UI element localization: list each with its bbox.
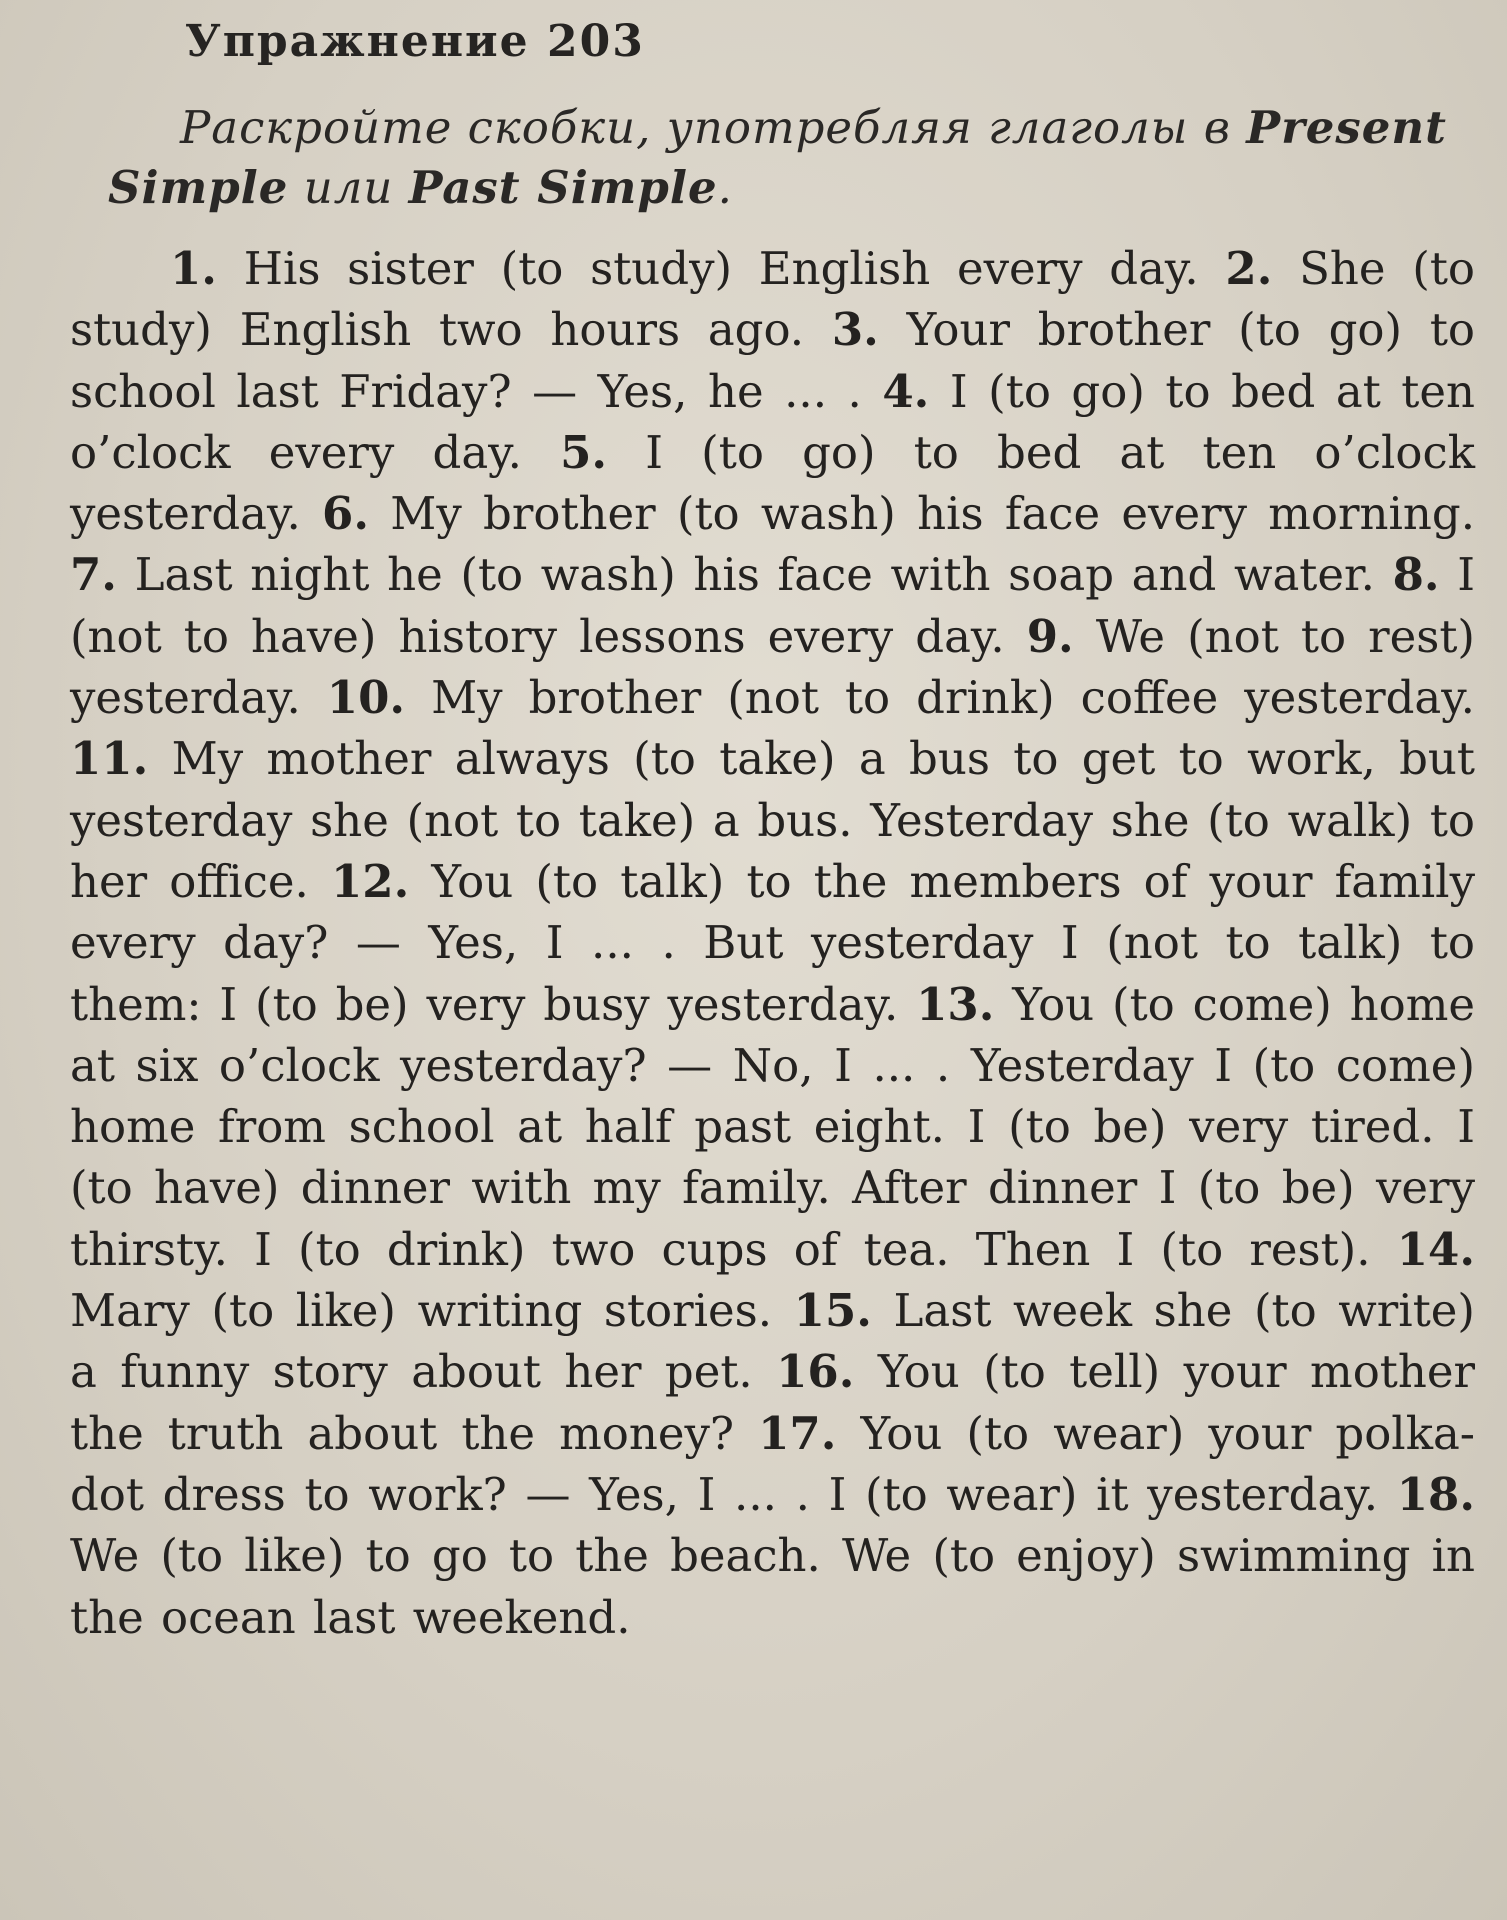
sentence-number: 13.	[916, 977, 995, 1031]
instruction-text: или	[288, 161, 409, 214]
sentence-number: 17.	[758, 1406, 837, 1460]
sentence-number: 1.	[170, 242, 217, 295]
sentence-text: You (to come) home at six o’clock yesterday? — No, I ... . Yesterday I (to come) home from school at half past eight. I (to be) very tired. I (to have) dinner with my family. After dinner I (to be) very thirsty. I (to drink) two cups of tea. Then I (to rest).	[70, 977, 1476, 1276]
sentence	[327, 671, 1475, 724]
sentence-number: 11.	[70, 732, 149, 786]
sentence-text: You (to talk) to the members of your family every day? — Yes, I ... . But yesterday I (not to talk) to them: I (to be) very busy yesterday.	[70, 854, 1475, 1031]
sentence-text: We (not to rest) yesterday.	[70, 609, 1475, 725]
sentence-text: We (to like) to go to the beach. We (to enjoy) swimming in the ocean last weekend.	[70, 1529, 1475, 1644]
instruction-text: Раскройте скобки, употребляя глаголы в	[180, 101, 1247, 154]
sentence-text: She (to study) English two hours ago.	[70, 242, 1475, 357]
instruction-text: .	[717, 161, 733, 214]
sentence-number: 16.	[776, 1345, 855, 1399]
sentence-number: 9.	[1026, 609, 1074, 663]
instruction-term-past-simple: Past Simple	[408, 161, 718, 214]
sentence-number: 18.	[1396, 1467, 1475, 1521]
sentence-text: My brother (to wash) his face every morning.	[390, 487, 1476, 541]
sentence-number: 14.	[1396, 1222, 1476, 1276]
sentence-number: 3.	[831, 303, 879, 357]
instruction-term-present-simple: Present Simple	[108, 101, 1447, 214]
sentence-number: 2.	[1225, 242, 1273, 295]
sentence-number: 10.	[326, 671, 406, 725]
sentence-number: 6.	[322, 487, 370, 541]
sentence	[322, 487, 1475, 540]
sentence-number: 7.	[70, 548, 117, 602]
sentence	[70, 548, 1375, 601]
sentence-text: Your brother (to go) to school last Friday? — Yes, he ... .	[70, 303, 1475, 418]
sentence-text: You (to wear) your polka-dot dress to work? — Yes, I ... . I (to wear) it yesterday.	[70, 1406, 1476, 1521]
sentence-number: 12.	[330, 854, 410, 908]
sentence-text: I (not to have) history lessons every day.	[70, 548, 1475, 663]
sentence-text: I (to go) to bed at ten o’clock yesterday.	[70, 425, 1475, 541]
sentence-number: 8.	[1392, 548, 1440, 602]
sentence-text: My mother always (to take) a bus to get to work, but yesterday she (not to take) a bus. Yesterday she (to walk) to her office.	[70, 732, 1475, 908]
sentence-number: 5.	[560, 425, 608, 479]
sentence-number: 15.	[793, 1284, 872, 1338]
exercise-sentences	[70, 238, 1475, 1648]
sentence	[170, 242, 1199, 295]
sentence-number: 4.	[882, 364, 930, 418]
exercise-title: Упражнение 203	[185, 16, 645, 67]
sentence-text: Last night he (to wash) his face with soap and water.	[134, 548, 1375, 602]
sentence-text: My brother (not to drink) coffee yesterday.	[431, 671, 1475, 725]
exercise-instruction	[108, 98, 1470, 218]
sentence-text: His sister (to study) English every day.	[243, 242, 1199, 295]
sentence-text: I (to go) to bed at ten o’clock every day.	[70, 364, 1475, 479]
sentence-text: Last week she (to write) a funny story about her pet.	[70, 1284, 1475, 1399]
sentence-text: Mary (to like) writing stories.	[70, 1284, 773, 1338]
sentence-text: You (to tell) your mother the truth about the money?	[70, 1345, 1475, 1460]
